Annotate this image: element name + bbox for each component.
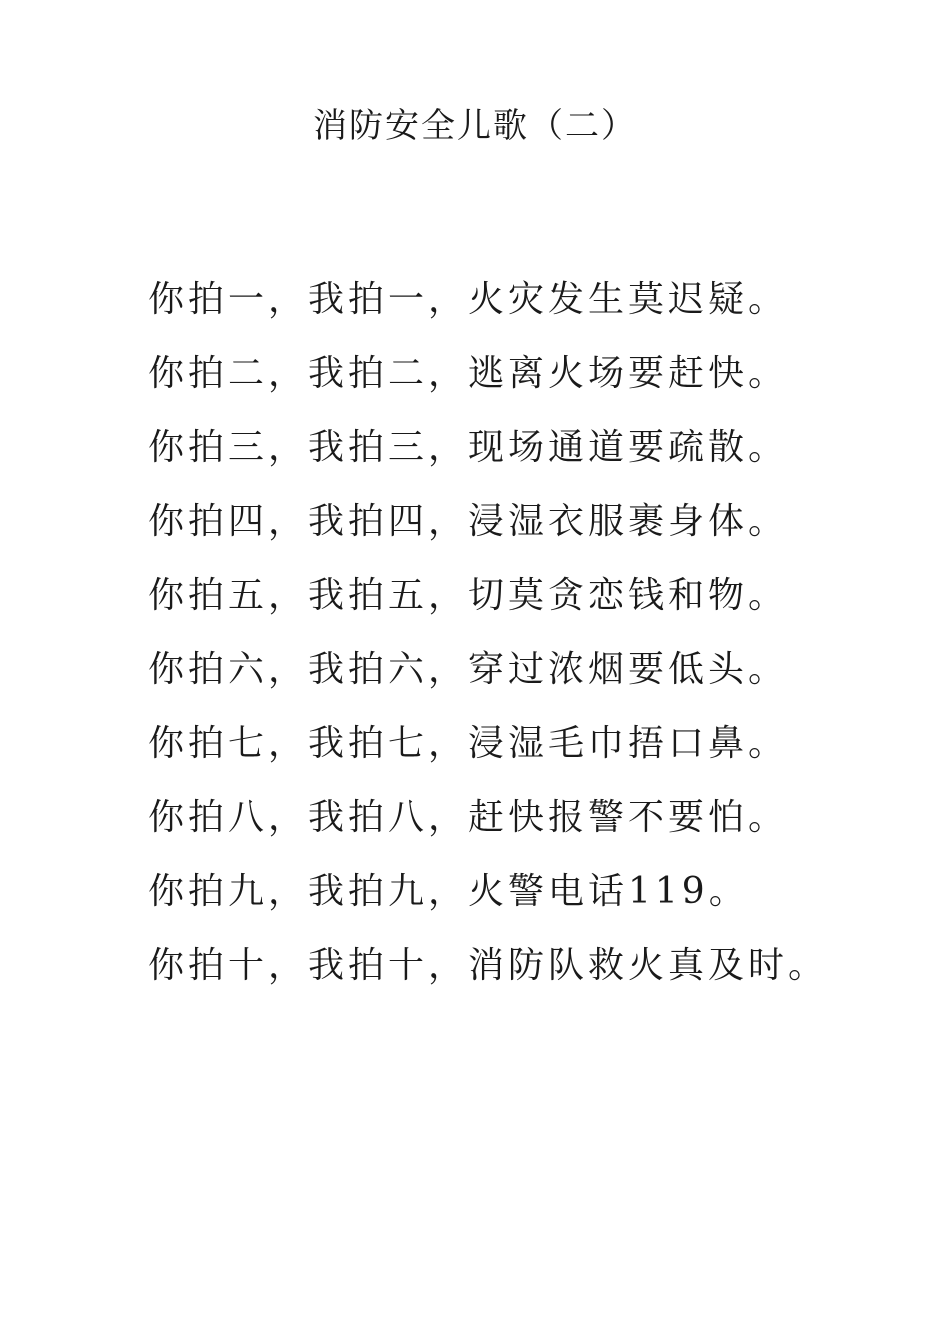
verse-line-8: 你拍八，我拍八，赶快报警不要怕。 <box>148 797 789 838</box>
verse-line-7: 你拍七，我拍七，浸湿毛巾捂口鼻。 <box>148 723 789 764</box>
document-title: 消防安全儿歌（二） <box>313 106 637 146</box>
verse-line-1: 你拍一，我拍一，火灾发生莫迟疑。 <box>148 279 789 320</box>
verse-list <box>148 270 848 1010</box>
verse-line-2: 你拍二，我拍二，逃离火场要赶快。 <box>148 353 789 394</box>
verse-line-4: 你拍四，我拍四，浸湿衣服裹身体。 <box>148 501 789 542</box>
verse-line-6: 你拍六，我拍六，穿过浓烟要低头。 <box>148 649 789 690</box>
verse-line-3: 你拍三，我拍三，现场通道要疏散。 <box>148 427 789 468</box>
verse-line-9: 你拍九，我拍九，火警电话119。 <box>148 871 749 912</box>
verse-line-5: 你拍五，我拍五，切莫贪恋钱和物。 <box>148 575 789 616</box>
verse-line-10: 你拍十，我拍十，消防队救火真及时。 <box>148 945 829 986</box>
